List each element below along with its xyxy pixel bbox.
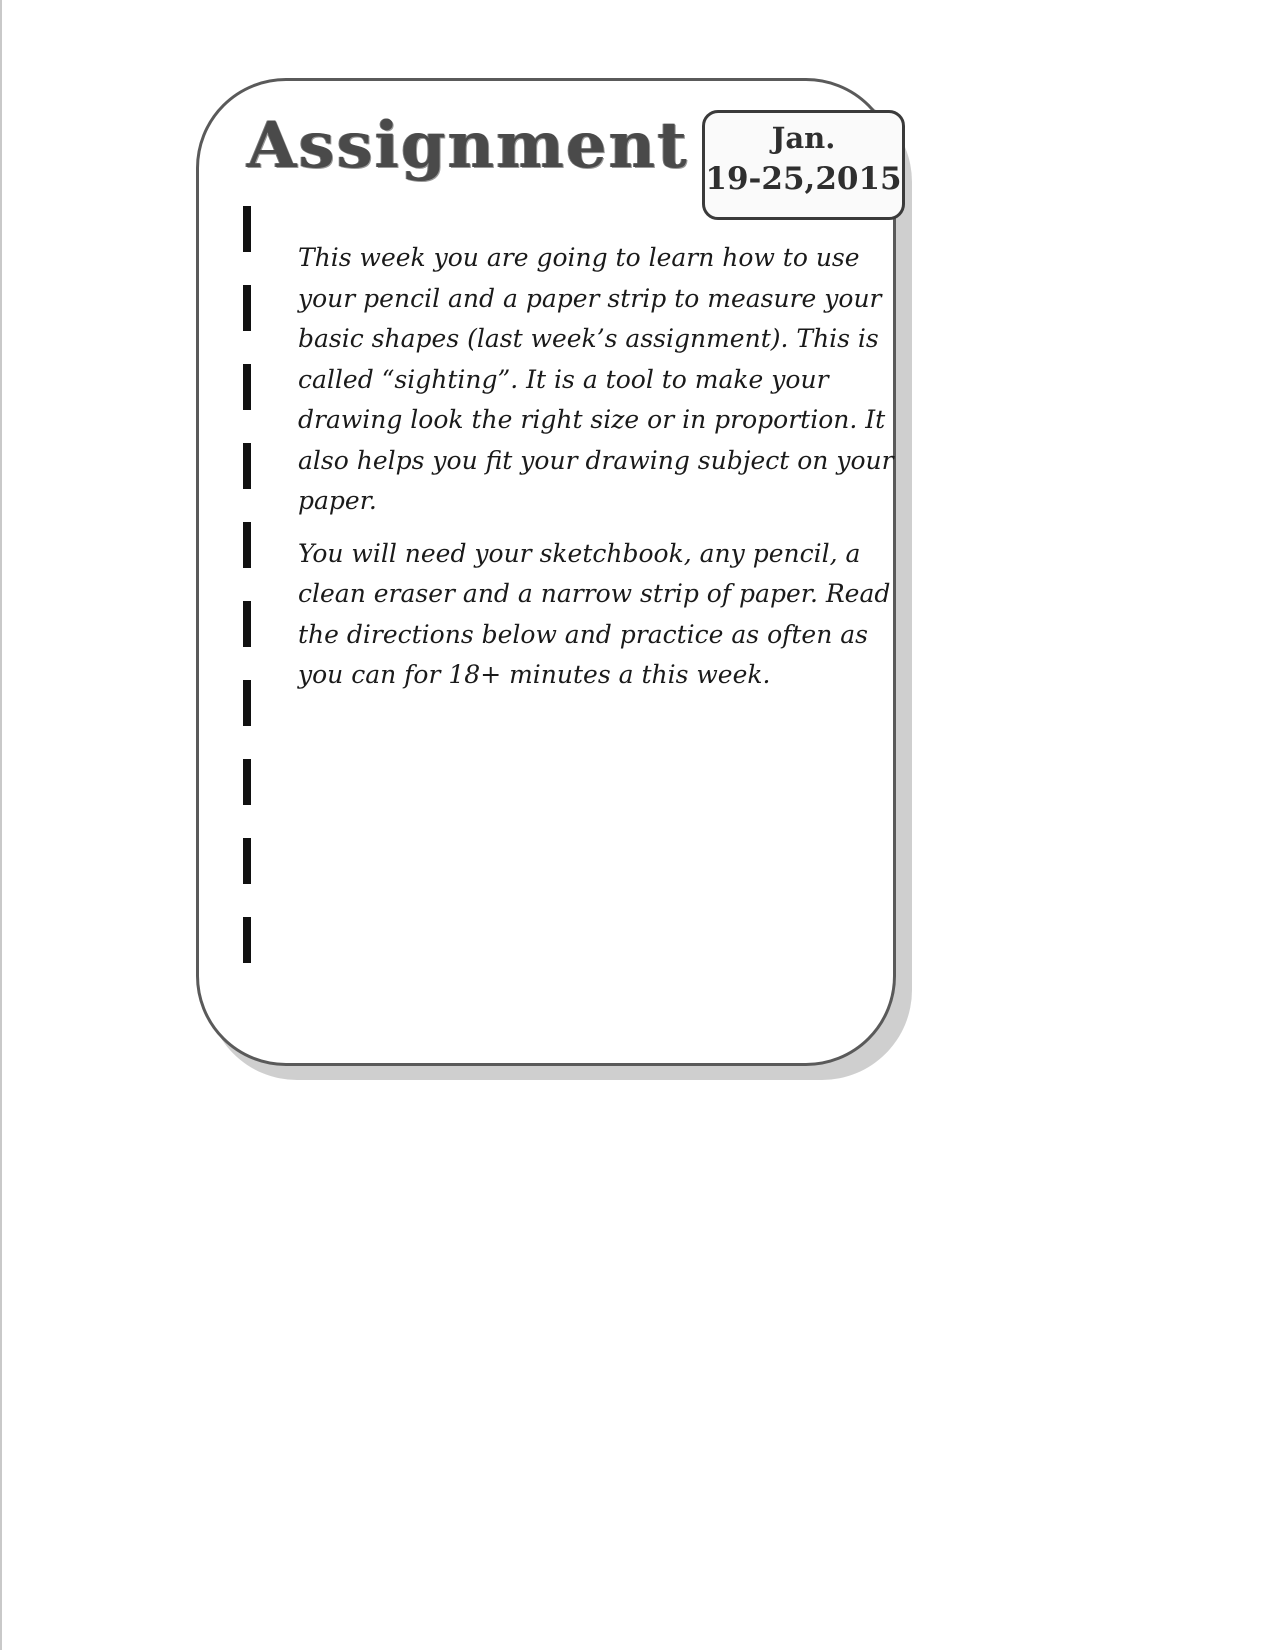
date-range: 19-25,2015 xyxy=(705,161,902,197)
page-edge xyxy=(0,0,2,1650)
dashed-margin-line xyxy=(243,206,251,996)
dash-segment xyxy=(243,443,251,489)
dash-segment xyxy=(243,759,251,805)
date-badge xyxy=(702,110,905,220)
dash-segment xyxy=(243,206,251,252)
paragraph-intro: This week you are going to learn how to use your pencil and a paper strip to measure your basic shapes (last week’s assignment). This is called “sighting”. It is a tool to make your drawing look the right size or in proportion. It also helps you fit your drawing subject on your paper. xyxy=(298,243,894,515)
dash-segment xyxy=(243,680,251,726)
dash-segment xyxy=(243,601,251,647)
paragraph-materials: You will need your sketchbook, any pencil, a clean eraser and a narrow strip of paper. Read the directions below and practice as often as you can for 18+ minutes a this week. xyxy=(298,538,891,689)
assignment-body xyxy=(298,238,898,708)
dash-segment xyxy=(243,285,251,331)
dash-segment xyxy=(243,917,251,963)
dash-segment xyxy=(243,838,251,884)
dash-segment xyxy=(243,364,251,410)
date-month: Jan. xyxy=(771,121,836,155)
dash-segment xyxy=(243,522,251,568)
assignment-title: Assignment xyxy=(247,108,689,183)
